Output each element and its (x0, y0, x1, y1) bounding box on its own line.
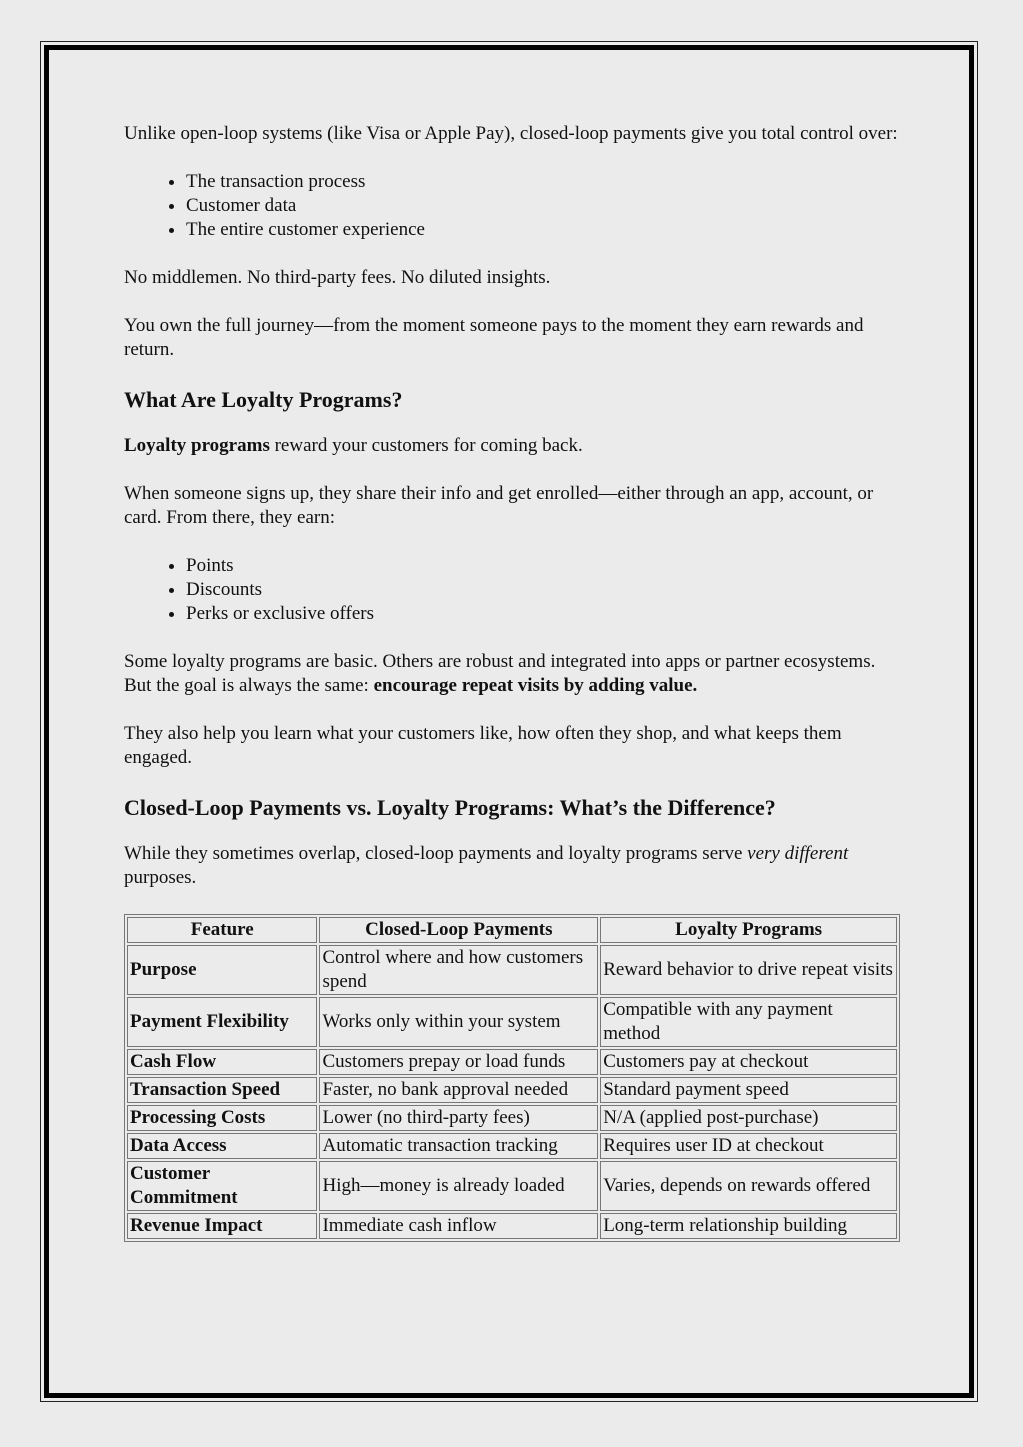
column-header: Closed-Loop Payments (319, 917, 598, 943)
list-item: • Perks or exclusive offers (186, 602, 900, 626)
table-row (127, 945, 897, 995)
signup-paragraph: When someone signs up, they share their info and get enrolled—either through an app, account, or card. From there, they earn: (124, 483, 874, 528)
closed-loop-cell: Works only within your system (319, 997, 598, 1047)
table-row (127, 1213, 897, 1239)
feature-cell: Transaction Speed (127, 1077, 317, 1103)
closed-loop-cell: Automatic transaction tracking (319, 1133, 598, 1159)
loyalty-cell: N/A (applied post-purchase) (600, 1105, 897, 1131)
closed-loop-cell: High—money is already loaded (319, 1161, 598, 1211)
loyalty-cell: Standard payment speed (600, 1077, 897, 1103)
comparison-intro-end: purposes. (124, 867, 197, 888)
closed-loop-cell: Control where and how customers spend (319, 945, 598, 995)
closed-loop-cell: Lower (no third-party fees) (319, 1105, 598, 1131)
feature-cell: Cash Flow (127, 1049, 317, 1075)
control-list (124, 170, 900, 242)
list-item: • Points (186, 554, 900, 578)
closed-loop-cell: Immediate cash inflow (319, 1213, 598, 1239)
table-row (127, 997, 897, 1047)
list-item: • The transaction process (186, 170, 900, 194)
comparison-table (124, 914, 900, 1242)
goal-text: Some loyalty programs are basic. Others are robust and integrated into apps or partner ecosystems. But the goal is always the same: (124, 651, 876, 696)
table-row (127, 1049, 897, 1075)
comparison-intro-paragraph (124, 842, 900, 890)
table-row (127, 1105, 897, 1131)
table-row (127, 1161, 897, 1211)
goal-bold-text: encourage repeat visits by adding value. (373, 675, 698, 696)
comparison-italic-text: very different (747, 843, 849, 864)
comparison-intro-text: While they sometimes overlap, closed-loop payments and loyalty programs serve (124, 843, 748, 864)
loyalty-cell: Customers pay at checkout (600, 1049, 897, 1075)
feature-cell: Data Access (127, 1133, 317, 1159)
loyalty-definition-paragraph (124, 434, 900, 458)
loyalty-definition-text: reward your customers for coming back. (269, 435, 583, 456)
list-item: • The entire customer experience (186, 218, 900, 242)
loyalty-bold-term: Loyalty programs (124, 435, 270, 456)
closed-loop-cell: Faster, no bank approval needed (319, 1077, 598, 1103)
column-header: Feature (127, 917, 317, 943)
feature-cell: Purpose (127, 945, 317, 995)
column-header: Loyalty Programs (600, 917, 897, 943)
comparison-heading: Closed-Loop Payments vs. Loyalty Programs: What’s the Difference? (124, 795, 776, 820)
document-body (124, 122, 900, 1242)
loyalty-cell: Requires user ID at checkout (600, 1133, 897, 1159)
closed-loop-cell: Customers prepay or load funds (319, 1049, 598, 1075)
loyalty-cell: Varies, depends on rewards offered (600, 1161, 897, 1211)
loyalty-cell: Reward behavior to drive repeat visits (600, 945, 897, 995)
list-item: • Customer data (186, 194, 900, 218)
loyalty-heading: What Are Loyalty Programs? (124, 387, 403, 412)
feature-cell: Processing Costs (127, 1105, 317, 1131)
loyalty-cell: Long-term relationship building (600, 1213, 897, 1239)
feature-cell: Customer Commitment (127, 1161, 317, 1211)
table-header-row (127, 917, 897, 943)
loyalty-cell: Compatible with any payment method (600, 997, 897, 1047)
table-row (127, 1133, 897, 1159)
feature-cell: Payment Flexibility (127, 997, 317, 1047)
list-item: • Discounts (186, 578, 900, 602)
table-row (127, 1077, 897, 1103)
journey-paragraph: You own the full journey—from the moment someone pays to the moment they earn rewards and return. (124, 315, 864, 360)
earn-list (124, 554, 900, 626)
learn-paragraph: They also help you learn what your customers like, how often they shop, and what keeps them engaged. (124, 723, 842, 768)
no-middlemen-paragraph: No middlemen. No third-party fees. No diluted insights. (124, 267, 551, 288)
goal-paragraph (124, 650, 900, 698)
feature-cell: Revenue Impact (127, 1213, 317, 1239)
intro-paragraph: Unlike open-loop systems (like Visa or Apple Pay), closed-loop payments give you total control over: (124, 123, 898, 144)
